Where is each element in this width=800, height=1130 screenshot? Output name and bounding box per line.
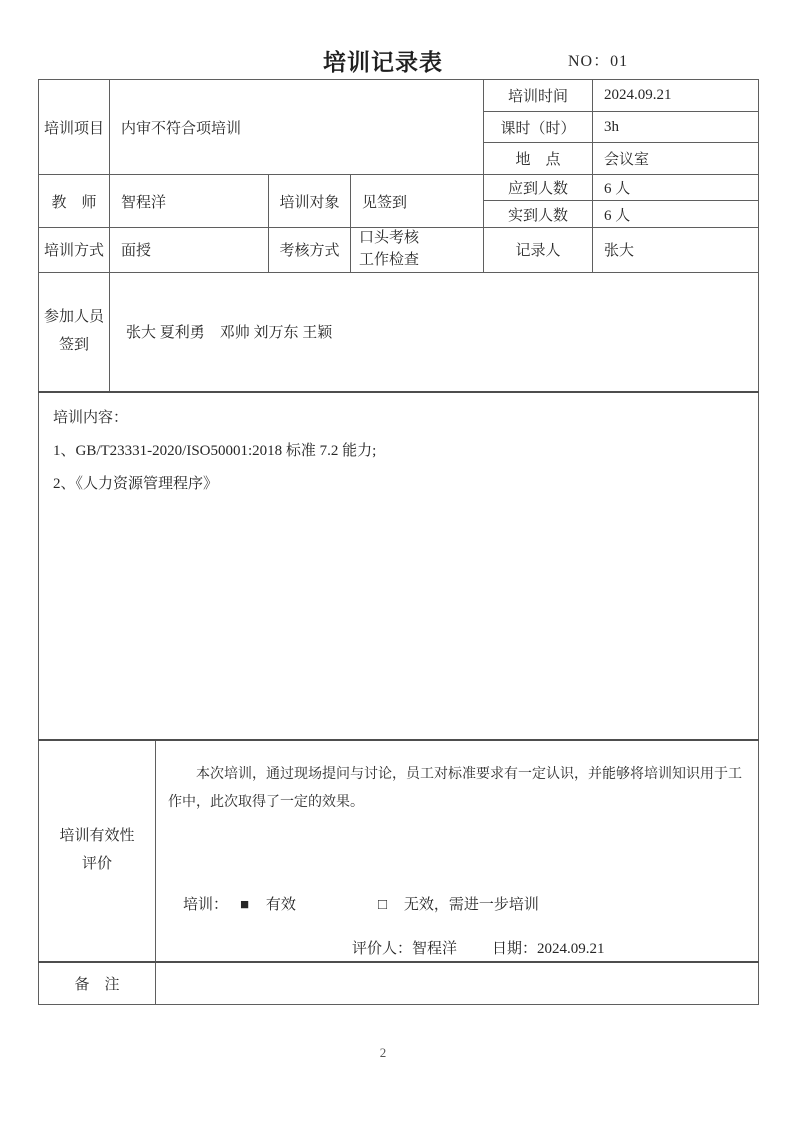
- training-time-value: 2024.09.21: [593, 80, 759, 112]
- evaluator: [352, 937, 457, 958]
- training-project-value: 内审不符合项培训: [110, 80, 484, 175]
- page-title: 培训记录表: [323, 49, 443, 75]
- date-value: 2024.09.21: [537, 941, 605, 957]
- evaluator-label: 评价人：: [352, 941, 413, 957]
- training-target-label: 培训对象: [269, 175, 351, 228]
- training-record-table: [38, 79, 759, 1005]
- option-ineffective-label: 无效，需进一步培训: [403, 897, 539, 913]
- checkbox-prefix: 培训：: [183, 897, 229, 913]
- evaluation-label: [39, 740, 156, 962]
- option-ineffective: [378, 893, 539, 914]
- teacher-value: 智程洋: [110, 175, 269, 228]
- doc-number: NO：01: [568, 53, 629, 70]
- training-method-label: 培训方式: [39, 228, 110, 273]
- assessment-method-line2: 工作检查: [359, 251, 420, 268]
- hours-value: 3h: [593, 112, 759, 143]
- participants-label-line1: 参加人员: [43, 309, 104, 325]
- expected-count-value: 6 人: [593, 175, 759, 201]
- page-number: 2: [379, 1045, 387, 1060]
- evaluation-date: [492, 937, 605, 958]
- evaluator-value: 智程洋: [412, 941, 458, 957]
- option-effective-label: 有效: [265, 897, 296, 913]
- evaluation-checkbox-row: [156, 893, 758, 915]
- location-label: 地 点: [484, 143, 593, 175]
- participants-label: [39, 272, 110, 392]
- assessment-method-label: 考核方式: [269, 228, 351, 273]
- training-content-item-1: 1、GB/T23331-2020/ISO50001:2018 标准 7.2 能力;: [53, 443, 377, 459]
- teacher-label: 教 师: [39, 175, 110, 228]
- training-target-value: 见签到: [351, 175, 484, 228]
- evaluation-label-line2: 评价: [81, 856, 112, 872]
- training-method-value: 面授: [110, 228, 269, 273]
- evaluation-sign-row: [156, 937, 758, 959]
- evaluation-paragraph: 本次培训，通过现场提问与讨论，员工对标准要求有一定认识，并能够将培训知识用于工作中，此次取得了一定的效果。: [168, 767, 742, 810]
- assessment-method-line1: 口头考核: [359, 230, 420, 246]
- expected-count-label: 应到人数: [484, 175, 593, 201]
- location-value: 会议室: [593, 143, 759, 175]
- actual-count-label: 实到人数: [484, 201, 593, 228]
- recorder-value: 张大: [593, 228, 759, 273]
- remarks-label: 备 注: [39, 962, 156, 1004]
- training-content-cell: [39, 392, 759, 740]
- training-content-item-2: 2、《人力资源管理程序》: [53, 476, 219, 492]
- hours-label: 课时（时）: [484, 112, 593, 143]
- training-time-label: 培训时间: [484, 80, 593, 112]
- assessment-method-value: [351, 228, 484, 273]
- remarks-value: [156, 962, 759, 1004]
- checked-box-icon: ■: [240, 897, 250, 913]
- evaluation-label-line1: 培训有效性: [59, 828, 135, 845]
- actual-count-value: 6 人: [593, 201, 759, 228]
- participants-label-line2: 签到: [58, 336, 89, 353]
- unchecked-box-icon: □: [378, 897, 388, 913]
- participants-signatures: 张大 夏利勇 邓帅 刘万东 王颖: [110, 272, 759, 392]
- option-effective: [240, 893, 296, 914]
- evaluation-content-cell: [156, 740, 759, 962]
- training-content-heading: 培训内容：: [53, 410, 129, 426]
- training-project-label: 培训项目: [39, 80, 110, 175]
- recorder-label: 记录人: [484, 228, 593, 273]
- date-label: 日期：: [492, 941, 538, 957]
